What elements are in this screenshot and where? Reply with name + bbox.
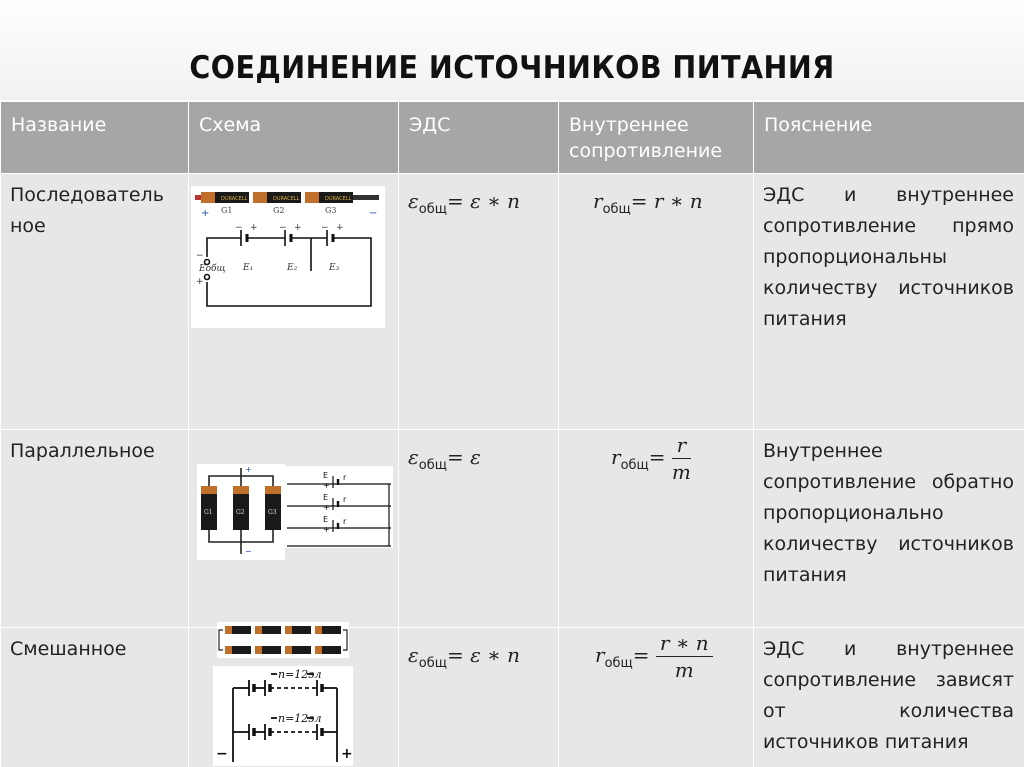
mixed-resistance-formula: $r_{общ}=$ $\frac{r ∗ n}{m}$ [559,628,754,767]
mixed-emf-formula: $\varepsilon_{общ}= \varepsilon$ ∗ n [399,628,559,767]
svg-text:−: − [245,547,252,556]
parallel-resistance-formula: $r_{общ}=$ $\frac{r}{m}$ [559,430,754,628]
svg-text:DURACELL: DURACELL [273,196,300,202]
svg-text:+: + [341,746,353,762]
svg-text:DURACELL: DURACELL [325,196,352,202]
mixed-schematic [213,666,353,766]
svg-text:n=12эл: n=12эл [278,668,322,681]
svg-text:+: + [201,208,210,219]
svg-text:E₂: E₂ [287,263,298,273]
svg-text:E: E [323,493,329,502]
parallel-explanation: Внутреннее сопротивление обратно пропорционально количеству источников питания [754,430,1024,628]
svg-text:G2: G2 [273,206,285,215]
parallel-name: Параллельное [1,430,189,628]
parallel-schematic [283,466,393,548]
header-internal-resistance: Внутреннее сопротивление [559,102,754,174]
svg-text:−: − [279,223,287,233]
svg-text:−: − [196,251,204,261]
mixed-name: Смешанное [1,628,189,767]
series-name [1,174,189,430]
svg-text:G3: G3 [325,206,337,215]
page-title: СОЕДИНЕНИЕ ИСТОЧНИКОВ ПИТАНИЯ [189,50,835,86]
svg-text:r: r [343,473,347,482]
svg-text:G2: G2 [236,509,245,516]
table-row [1,430,1024,628]
header-scheme: Схема [189,102,399,174]
svg-text:−: − [321,223,329,233]
svg-text:Eобщ: Eобщ [199,264,226,274]
svg-text:G1: G1 [221,206,233,215]
series-resistance-formula: $r_{общ}= r$ ∗ n [559,174,754,430]
series-scheme-cell [189,174,399,430]
header-explanation: Пояснение [754,102,1024,174]
svg-text:n=12эл: n=12эл [278,712,322,725]
svg-text:+: + [323,503,330,512]
parallel-scheme-cell [189,430,399,628]
svg-text:E₁: E₁ [243,263,254,273]
mixed-scheme-cell [189,628,399,767]
svg-text:+: + [196,277,204,287]
mixed-explanation: ЭДС и внутреннее сопротивление зависят от количества источников питания [754,628,1024,767]
svg-text:DURACELL: DURACELL [221,196,248,202]
series-explanation: ЭДС и внутреннее сопротивление прямо пропорциональны количеству источников питания [754,174,1024,430]
svg-text:+: + [245,465,252,474]
series-name-line2: ное [10,215,46,237]
svg-text:G1: G1 [204,509,213,516]
mixed-battery-photo [217,622,349,658]
series-emf-formula: $\varepsilon_{общ}= \varepsilon$ ∗ n [399,174,559,430]
parallel-emf-formula: $\varepsilon_{общ}= \varepsilon$ [399,430,559,628]
header-emf: ЭДС [399,102,559,174]
svg-text:E: E [323,471,329,480]
parallel-battery-photo [197,464,285,560]
table-header-row [1,102,1024,174]
mixed-resistance-fraction: $\frac{r ∗ n}{m}$ [656,630,713,683]
svg-text:+: + [294,223,302,233]
svg-text:−: − [216,746,228,762]
series-circuit-diagram [191,186,385,328]
header-name: Название [1,102,189,174]
svg-text:E₃: E₃ [329,263,340,273]
svg-text:−: − [369,208,378,219]
svg-text:+: + [250,223,258,233]
svg-text:E: E [323,515,329,524]
svg-text:G3: G3 [268,509,277,516]
svg-text:+: + [323,481,330,490]
table-row [1,174,1024,430]
svg-text:−: − [235,223,243,233]
svg-text:+: + [336,223,344,233]
series-name-line1: Последователь [10,184,164,206]
connections-table [0,101,1024,767]
table-row [1,628,1024,767]
svg-text:+: + [323,525,330,534]
svg-text:r: r [343,517,347,526]
parallel-resistance-fraction: $\frac{r}{m}$ [671,433,691,484]
svg-text:r: r [343,495,347,504]
